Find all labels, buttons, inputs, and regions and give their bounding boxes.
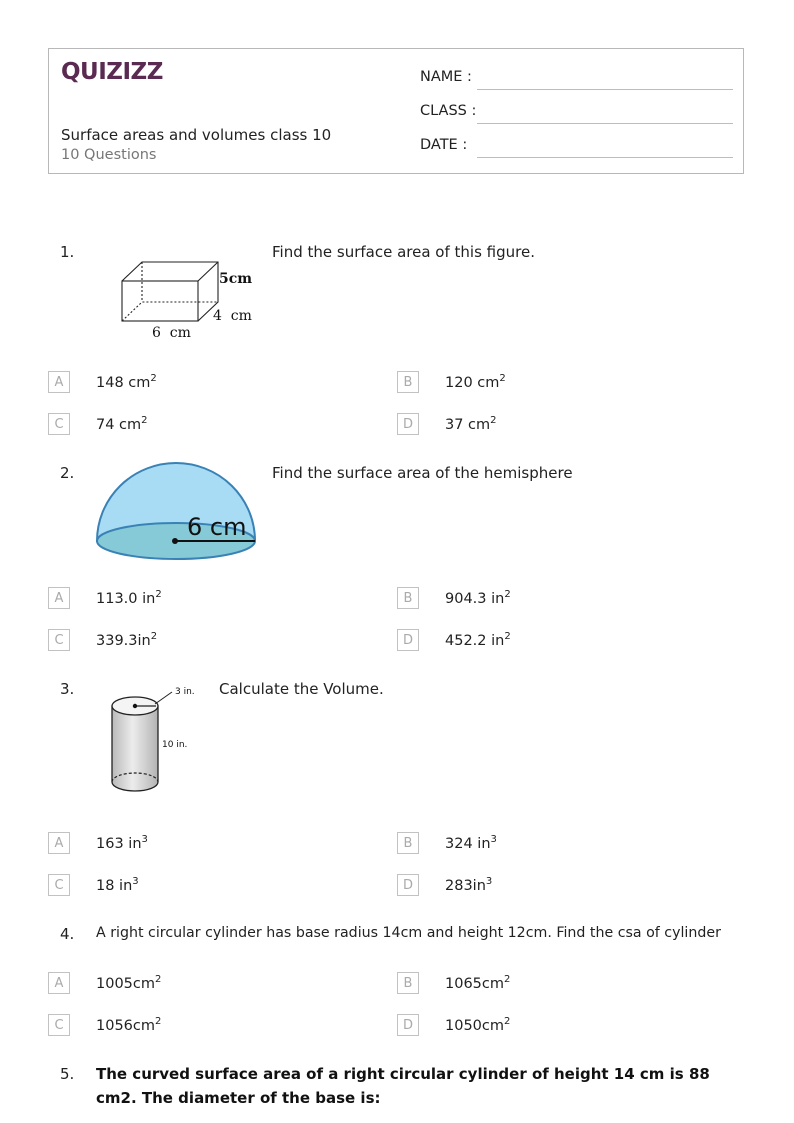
q4-option-a[interactable]: A	[48, 972, 70, 994]
hemisphere-radius-label: 6 cm	[187, 513, 247, 541]
q4-option-d[interactable]: D	[397, 1014, 419, 1036]
q3-option-a[interactable]: A	[48, 832, 70, 854]
q1-option-c[interactable]: C	[48, 413, 70, 435]
hemisphere-figure	[92, 458, 262, 566]
q4-option-b[interactable]: B	[397, 972, 419, 994]
q3-option-d-text: $283in^3$	[445, 876, 493, 894]
q3-option-c[interactable]: C	[48, 874, 70, 896]
q3-option-c-text: 18 $in^3$	[96, 876, 139, 894]
question-3-text: Calculate the Volume.	[219, 680, 384, 698]
q3-option-d[interactable]: D	[397, 874, 419, 896]
q1-option-d-text: 37 $cm^2$	[445, 415, 497, 433]
question-5-number: 5.	[60, 1065, 75, 1083]
question-1-number: 1.	[60, 243, 75, 261]
q2-option-c[interactable]: C	[48, 629, 70, 651]
worksheet-title: Surface areas and volumes class 10	[61, 126, 332, 144]
q4-option-d-text: $1050cm^2$	[445, 1016, 511, 1034]
cylinder-figure	[106, 680, 206, 796]
cuboid-height-label: 5cm	[219, 271, 253, 287]
q4-option-c[interactable]: C	[48, 1014, 70, 1036]
q1-option-b-text: 120 $cm^2$	[445, 373, 506, 391]
question-2-text: Find the surface area of the hemisphere	[272, 464, 573, 482]
class-label: CLASS :	[420, 103, 477, 119]
name-label: NAME :	[420, 69, 472, 85]
q3-option-b[interactable]: B	[397, 832, 419, 854]
question-count: 10 Questions	[61, 147, 157, 163]
question-4-text: A right circular cylinder has base radius 14cm and height 12cm. Find the csa of cylinder	[96, 925, 721, 941]
q1-option-a-text: 148 $cm^2$	[96, 373, 157, 391]
question-5-text: The curved surface area of a right circular cylinder of height 14 cm is 88 cm2. The diameter of the base is:	[96, 1065, 710, 1107]
cylinder-radius-label: 3 in.	[175, 687, 195, 697]
q2-option-d[interactable]: D	[397, 629, 419, 651]
q1-option-d[interactable]: D	[397, 413, 419, 435]
cuboid-depth-label: 4 cm	[213, 308, 252, 324]
date-label: DATE :	[420, 137, 468, 153]
q3-option-b-text: 324 $in^3$	[445, 834, 497, 852]
q4-option-a-text: $1005cm^2$	[96, 974, 162, 992]
q2-option-a[interactable]: A	[48, 587, 70, 609]
class-field[interactable]	[477, 123, 733, 124]
question-2-number: 2.	[60, 464, 75, 482]
cuboid-figure	[112, 255, 262, 343]
q1-option-a[interactable]: A	[48, 371, 70, 393]
q3-option-a-text: 163 $in^3$	[96, 834, 148, 852]
q4-option-b-text: $1065cm^2$	[445, 974, 511, 992]
quizizz-logo: QUIZIZZ	[61, 59, 163, 85]
cylinder-height-label: 10 in.	[162, 740, 188, 750]
q2-option-d-text: 452.2 $in^2$	[445, 631, 511, 649]
q2-option-b[interactable]: B	[397, 587, 419, 609]
q2-option-b-text: 904.3 $in^2$	[445, 589, 511, 607]
date-field[interactable]	[477, 157, 733, 158]
name-field[interactable]	[477, 89, 733, 90]
q2-option-c-text: $339.3in^2$	[96, 631, 158, 649]
question-4-number: 4.	[60, 925, 75, 943]
cuboid-width-label: 6 cm	[152, 325, 191, 341]
q1-option-b[interactable]: B	[397, 371, 419, 393]
question-3-number: 3.	[60, 680, 75, 698]
q2-option-a-text: 113.0 $in^2$	[96, 589, 162, 607]
q4-option-c-text: $1056cm^2$	[96, 1016, 162, 1034]
q1-option-c-text: 74 $cm^2$	[96, 415, 148, 433]
worksheet-header	[48, 48, 744, 174]
question-1-text: Find the surface area of this figure.	[272, 243, 535, 261]
